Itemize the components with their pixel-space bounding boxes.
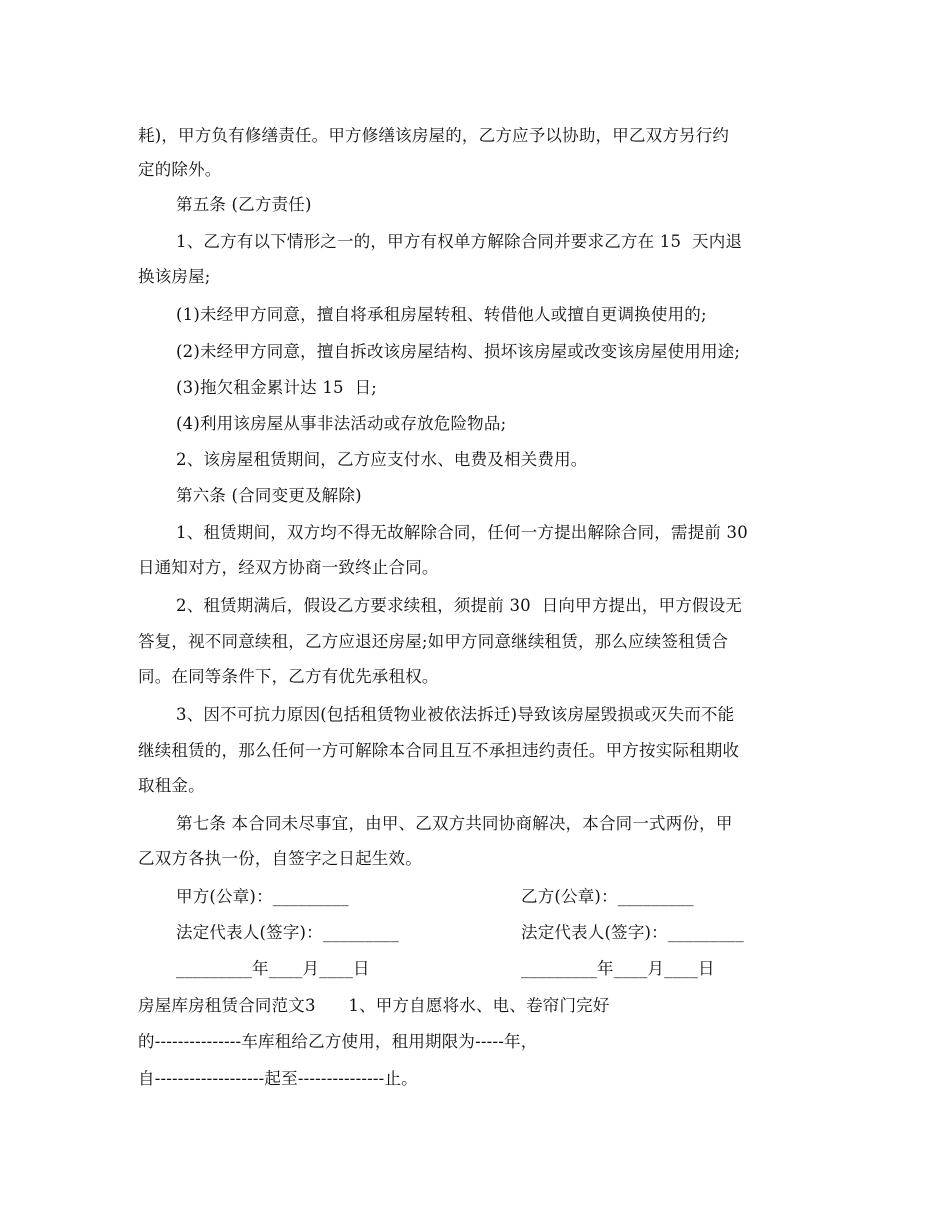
paragraph-line: 日通知对方，经双方协商一致终止合同。	[138, 558, 439, 577]
paragraph-line: 2、该房屋租赁期间，乙方应支付水、电费及相关费用。	[176, 450, 588, 469]
paragraph-line: 3、因不可抗力原因(包括租赁物业被依法拆迁)导致该房屋毁损或灭失而不能	[176, 705, 735, 724]
paragraph-line: 1、租赁期间，双方均不得无故解除合同，任何一方提出解除合同，需提前 30	[176, 523, 748, 542]
party-b-date: _________年____月____日	[521, 959, 715, 978]
paragraph-line: 继续租赁的，那么任何一方可解除本合同且互不承担违约责任。甲方按实际租期收	[138, 741, 740, 760]
party-a-date: _________年____月____日	[176, 959, 370, 978]
paragraph-line: 耗)，甲方负有修缮责任。甲方修缮该房屋的，乙方应予以协助，甲乙双方另行约	[138, 126, 730, 145]
list-item: (1)未经甲方同意，擅自将承租房屋转租、转借他人或擅自更调换使用的;	[176, 305, 707, 324]
paragraph-line: 自-------------------起至---------------止。	[138, 1069, 418, 1088]
paragraph-line: 定的除外。	[138, 160, 222, 179]
article-6-heading: 第六条 (合同变更及解除)	[176, 486, 362, 505]
article-5-heading: 第五条 (乙方责任)	[176, 195, 312, 214]
list-item: (3)拖欠租金累计达 15 日;	[176, 378, 378, 397]
party-b-representative: 法定代表人(签字)：_________	[521, 923, 744, 942]
party-a-seal: 甲方(公章)：_________	[176, 887, 349, 906]
list-item: (2)未经甲方同意，擅自拆改该房屋结构、损坏该房屋或改变该房屋使用用途;	[176, 342, 741, 361]
paragraph-line: 取租金。	[138, 776, 205, 795]
paragraph-line: 答复，视不同意续租，乙方应退还房屋;如甲方同意继续租赁，那么应续签租赁合	[138, 632, 729, 651]
next-contract-title-line: 房屋库房租赁合同范文3 1、甲方自愿将水、电、卷帘门完好	[138, 996, 610, 1015]
party-a-representative: 法定代表人(签字)：_________	[176, 923, 399, 942]
party-b-seal: 乙方(公章)：_________	[521, 887, 694, 906]
paragraph-line: 乙双方各执一份，自签字之日起生效。	[138, 849, 422, 868]
article-7-line: 第七条 本合同未尽事宜，由甲、乙双方共同协商解决，本合同一式两份，甲	[176, 814, 733, 833]
list-item: (4)利用该房屋从事非法活动或存放危险物品;	[176, 414, 507, 433]
paragraph-line: 1、乙方有以下情形之一的，甲方有权单方解除合同并要求乙方在 15 天内退	[176, 232, 743, 251]
paragraph-line: 的---------------车库租给乙方使用，租用期限为-----年，	[138, 1032, 538, 1051]
paragraph-line: 同。在同等条件下，乙方有优先承租权。	[138, 667, 439, 686]
paragraph-line: 换该房屋;	[138, 267, 211, 286]
paragraph-line: 2、租赁期满后，假设乙方要求续租，须提前 30 日向甲方提出，甲方假设无	[176, 596, 743, 615]
